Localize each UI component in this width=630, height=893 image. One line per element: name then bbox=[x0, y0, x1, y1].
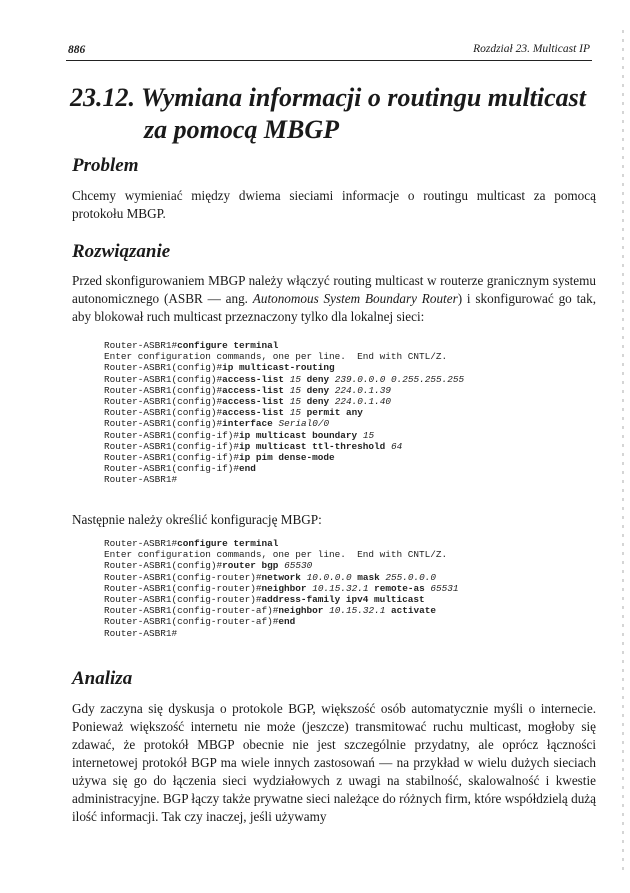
code-prompt: Router-ASBR1(config-if)# bbox=[104, 440, 240, 452]
code-command: deny bbox=[306, 384, 330, 396]
code-prompt: Router-ASBR1(config)# bbox=[104, 396, 223, 408]
code-line bbox=[104, 616, 301, 627]
header-rule bbox=[66, 60, 592, 61]
code-line bbox=[104, 572, 442, 583]
code-prompt: Router-ASBR1(config-router-af)# bbox=[104, 605, 279, 617]
code-prompt: Router-ASBR1(config)# bbox=[104, 560, 223, 572]
code-command: ip multicast ttl-threshold bbox=[239, 440, 386, 452]
code-prompt: Router-ASBR1# bbox=[104, 340, 178, 351]
code-line bbox=[104, 474, 177, 485]
code-line bbox=[104, 441, 408, 452]
code-line bbox=[104, 463, 262, 474]
analysis-text: Gdy zaczyna się dyskusja o protokole BGP, większość osób automatycznie myśli o internecie. Ponieważ większość internetu nie może (jeszcze) transmitować ruchu multicast, mogłoby się zdawać, że protokół MBGP obecnie nie jest szczególnie przydatny, ale oprócz łączności internetowej protokół BGP ma wiele innych zastosowań — na przykład w wielu dużych sieciach używa się go do łączenia sieci wydziałowych z uwagi na stabilność, skalowalność i kwestie administracyjne. BGP łączy także prywatne sieci należące do różnych firm, które współdzielą dużą ilość informacji. Tak czy inaczej, jeśli używamy bbox=[72, 701, 596, 824]
code-argument: 239.0.0.0 0.255.255.255 bbox=[334, 373, 465, 385]
code-prompt: Router-ASBR1(config)# bbox=[104, 362, 223, 374]
code-command: end bbox=[278, 616, 296, 628]
code-command: neighbor bbox=[278, 605, 324, 617]
code-argument: 10.15.32.1 bbox=[329, 605, 386, 617]
running-title: Rozdział 23. Multicast IP bbox=[473, 43, 590, 55]
code-prompt: Router-ASBR1(config-if)# bbox=[104, 463, 240, 475]
code-prompt: Router-ASBR1(config-router)# bbox=[104, 582, 262, 594]
code-prompt: Enter configuration commands, one per line. End with CNTL/Z. bbox=[104, 351, 448, 363]
code-argument: 64 bbox=[390, 440, 403, 452]
code-line bbox=[104, 362, 340, 373]
code-line bbox=[104, 407, 369, 418]
code-command: end bbox=[239, 463, 256, 475]
code-block-mbgp-config bbox=[104, 538, 464, 639]
solution-heading: Rozwiązanie bbox=[72, 241, 171, 262]
code-argument: Serial0/0 bbox=[278, 418, 330, 430]
code-command: configure terminal bbox=[177, 340, 279, 351]
code-line bbox=[104, 396, 397, 407]
code-prompt: Enter configuration commands, one per line. End with CNTL/Z. bbox=[104, 549, 448, 561]
code-prompt: Router-ASBR1(config)# bbox=[104, 407, 223, 419]
code-command: ip multicast-routing bbox=[222, 362, 335, 374]
code-argument: 15 bbox=[289, 396, 301, 408]
code-argument: 224.0.1.39 bbox=[334, 384, 392, 396]
code-prompt: Router-ASBR1# bbox=[104, 474, 178, 486]
code-command: neighbor bbox=[261, 582, 307, 594]
code-prompt: Router-ASBR1(config-if)# bbox=[104, 452, 240, 464]
code-command: router bgp bbox=[222, 560, 279, 572]
code-prompt: Router-ASBR1(config-router-af)# bbox=[104, 616, 279, 628]
code-command: access-list bbox=[222, 407, 285, 419]
code-line bbox=[104, 538, 284, 549]
section-title-line2: za pomocą MBGP bbox=[144, 115, 339, 144]
code-command: configure terminal bbox=[177, 538, 279, 549]
mbgp-config-intro: Następnie należy określić konfigurację MBGP: bbox=[72, 512, 322, 527]
code-prompt: Router-ASBR1(config)# bbox=[104, 373, 223, 385]
code-prompt: Router-ASBR1(config-router)# bbox=[104, 571, 262, 583]
page-edge-shadow bbox=[622, 30, 624, 870]
code-argument: 255.0.0.0 bbox=[385, 571, 437, 583]
code-line bbox=[104, 430, 380, 441]
code-line bbox=[104, 628, 177, 639]
code-line bbox=[104, 340, 284, 351]
code-argument: 10.15.32.1 bbox=[312, 582, 369, 594]
code-argument: 15 bbox=[289, 384, 301, 396]
code-line bbox=[104, 374, 470, 385]
code-prompt: Router-ASBR1(config-if)# bbox=[104, 429, 240, 441]
code-command: ip pim dense-mode bbox=[239, 452, 335, 464]
analysis-heading: Analiza bbox=[72, 668, 133, 689]
code-command: access-list bbox=[222, 373, 285, 385]
code-command: permit any bbox=[306, 407, 363, 419]
code-prompt: Router-ASBR1(config)# bbox=[104, 384, 223, 396]
code-block-asbr-multicast bbox=[104, 340, 470, 486]
problem-text: Chcemy wymieniać między dwiema sieciami informacje o routingu multicast za pomocą protokołu MBGP. bbox=[72, 188, 596, 221]
code-argument: 224.0.1.40 bbox=[334, 396, 392, 408]
solution-intro-italic: Autonomous System Boundary Router bbox=[252, 291, 458, 306]
code-command: access-list bbox=[222, 396, 285, 408]
code-argument: 10.0.0.0 bbox=[306, 571, 352, 583]
code-command: remote-as bbox=[374, 582, 425, 594]
code-command: deny bbox=[306, 373, 330, 385]
page-number: 886 bbox=[68, 44, 86, 56]
code-argument: 15 bbox=[362, 429, 375, 441]
code-prompt: Router-ASBR1# bbox=[104, 538, 178, 549]
code-line bbox=[104, 351, 453, 362]
code-line bbox=[104, 605, 442, 616]
code-prompt: Router-ASBR1# bbox=[104, 627, 178, 639]
code-command: network bbox=[261, 571, 301, 583]
solution-intro-start: Przed skonfigurowaniem MBGP należy włączyć routing multicast w routerze granicznym systemu autonomicznego (ASBR — ang. bbox=[72, 273, 596, 306]
solution-intro bbox=[72, 272, 596, 326]
code-command: activate bbox=[390, 605, 436, 617]
code-prompt: Router-ASBR1(config)# bbox=[104, 418, 223, 430]
code-command: access-list bbox=[222, 384, 285, 396]
problem-heading: Problem bbox=[72, 155, 139, 176]
code-command: deny bbox=[306, 396, 330, 408]
code-line bbox=[104, 385, 397, 396]
code-argument: 15 bbox=[289, 373, 301, 385]
code-line bbox=[104, 418, 335, 429]
code-argument: 65530 bbox=[284, 560, 313, 572]
code-line bbox=[104, 583, 464, 594]
code-line bbox=[104, 594, 430, 605]
section-title bbox=[70, 82, 610, 146]
section-title-line1: 23.12. Wymiana informacji o routingu multicast bbox=[70, 83, 587, 112]
code-line bbox=[104, 452, 340, 463]
solution-intro-end: ) i skonfigurować go tak, aby blokował ruch multicast przeznaczony tylko dla lokalnej sieci: bbox=[72, 291, 596, 324]
code-command: ip multicast boundary bbox=[239, 429, 358, 441]
code-argument: 15 bbox=[289, 407, 301, 419]
code-line bbox=[104, 549, 453, 560]
code-command: address-family ipv4 multicast bbox=[261, 594, 425, 606]
code-argument: 65531 bbox=[430, 582, 459, 594]
code-command: mask bbox=[357, 571, 380, 583]
code-prompt: Router-ASBR1(config-router)# bbox=[104, 594, 262, 606]
code-command: interface bbox=[222, 418, 273, 430]
code-line bbox=[104, 560, 318, 571]
